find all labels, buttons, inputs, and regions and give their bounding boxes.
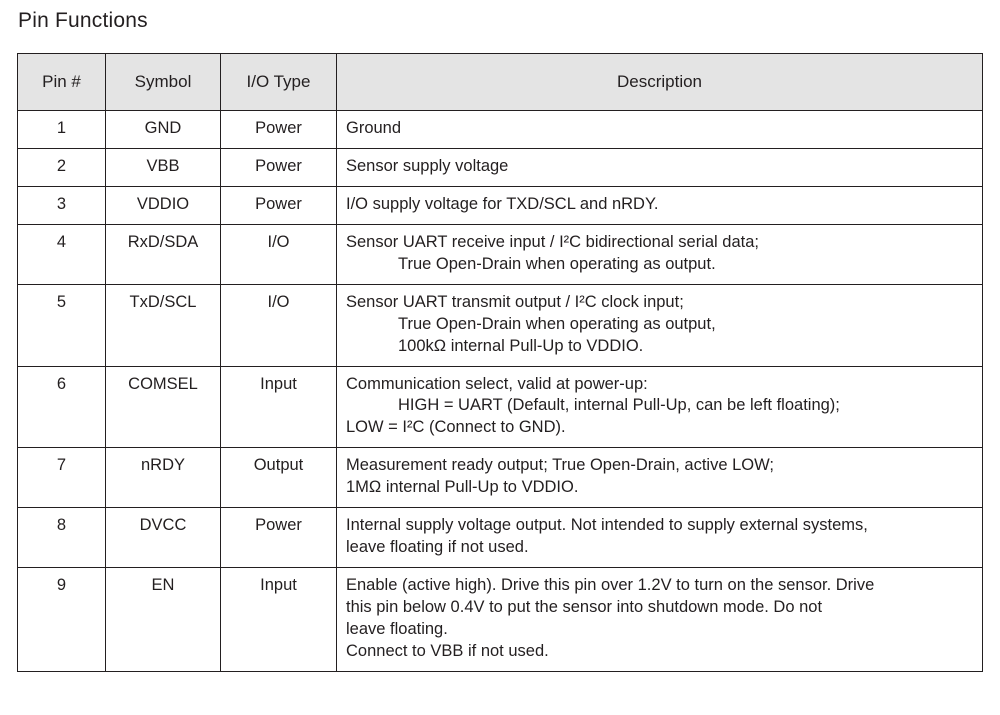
cell-io-type: Input — [221, 568, 337, 672]
description-line: Sensor supply voltage — [346, 156, 509, 175]
description-line: True Open-Drain when operating as output, — [398, 314, 716, 333]
table-row — [18, 186, 983, 224]
cell-pin-number: 4 — [18, 224, 106, 284]
table-row — [18, 111, 983, 149]
table-row — [18, 568, 983, 672]
cell-symbol: RxD/SDA — [106, 224, 221, 284]
cell-description — [337, 568, 983, 672]
cell-description — [337, 508, 983, 568]
cell-description — [337, 186, 983, 224]
cell-symbol: COMSEL — [106, 366, 221, 448]
cell-description — [337, 148, 983, 186]
table-row — [18, 508, 983, 568]
page-title: Pin Functions — [18, 9, 148, 32]
cell-pin-number: 1 — [18, 111, 106, 149]
description-line: leave floating if not used. — [346, 538, 529, 557]
cell-description — [337, 366, 983, 448]
cell-pin-number: 3 — [18, 186, 106, 224]
description-line: Connect to VBB if not used. — [346, 641, 549, 660]
table-row — [18, 448, 983, 508]
cell-symbol: VDDIO — [106, 186, 221, 224]
table-row — [18, 284, 983, 366]
cell-io-type: Power — [221, 508, 337, 568]
cell-symbol: nRDY — [106, 448, 221, 508]
table-row — [18, 224, 983, 284]
description-line: True Open-Drain when operating as output. — [398, 254, 716, 273]
cell-symbol: GND — [106, 111, 221, 149]
description-line: Enable (active high). Drive this pin over 1.2V to turn on the sensor. Drive — [346, 576, 875, 595]
column-header-pin: Pin # — [18, 54, 106, 111]
column-header-description: Description — [337, 54, 983, 111]
description-line: Communication select, valid at power-up: — [346, 374, 648, 393]
cell-io-type: I/O — [221, 284, 337, 366]
cell-symbol: EN — [106, 568, 221, 672]
description-line: this pin below 0.4V to put the sensor into shutdown mode. Do not — [346, 598, 823, 616]
column-header-io-type: I/O Type — [221, 54, 337, 111]
cell-pin-number: 2 — [18, 148, 106, 186]
cell-io-type: I/O — [221, 224, 337, 284]
description-line: Ground — [346, 119, 402, 137]
cell-symbol: DVCC — [106, 508, 221, 568]
cell-description — [337, 111, 983, 149]
cell-io-type: Power — [221, 186, 337, 224]
cell-symbol: TxD/SCL — [106, 284, 221, 366]
cell-description — [337, 224, 983, 284]
description-line: Sensor UART receive input / I²C bidirectional serial data; — [346, 232, 759, 251]
document-page — [0, 9, 1000, 715]
cell-io-type: Power — [221, 111, 337, 149]
description-line: I/O supply voltage for TXD/SCL and nRDY. — [346, 194, 659, 213]
description-line: HIGH = UART (Default, internal Pull-Up, can be left floating); — [398, 396, 840, 415]
table-header — [18, 54, 983, 111]
description-line: leave floating. — [346, 619, 448, 638]
table-header-row — [18, 54, 983, 111]
cell-pin-number: 9 — [18, 568, 106, 672]
description-line: Internal supply voltage output. Not intended to supply external systems, — [346, 516, 868, 535]
description-line: 1MΩ internal Pull-Up to VDDIO. — [346, 478, 579, 497]
cell-description — [337, 448, 983, 508]
cell-pin-number: 8 — [18, 508, 106, 568]
cell-pin-number: 6 — [18, 366, 106, 448]
description-line: 100kΩ internal Pull-Up to VDDIO. — [398, 336, 644, 355]
column-header-symbol: Symbol — [106, 54, 221, 111]
description-line: Measurement ready output; True Open-Drain, active LOW; — [346, 456, 774, 475]
table-row — [18, 148, 983, 186]
description-line: LOW = I²C (Connect to GND). — [346, 418, 566, 437]
cell-pin-number: 5 — [18, 284, 106, 366]
cell-io-type: Power — [221, 148, 337, 186]
cell-symbol: VBB — [106, 148, 221, 186]
table-body — [18, 111, 983, 672]
description-line: Sensor UART transmit output / I²C clock input; — [346, 292, 684, 311]
cell-description — [337, 284, 983, 366]
pin-functions-table — [17, 53, 983, 672]
cell-io-type: Output — [221, 448, 337, 508]
cell-io-type: Input — [221, 366, 337, 448]
cell-pin-number: 7 — [18, 448, 106, 508]
table-row — [18, 366, 983, 448]
